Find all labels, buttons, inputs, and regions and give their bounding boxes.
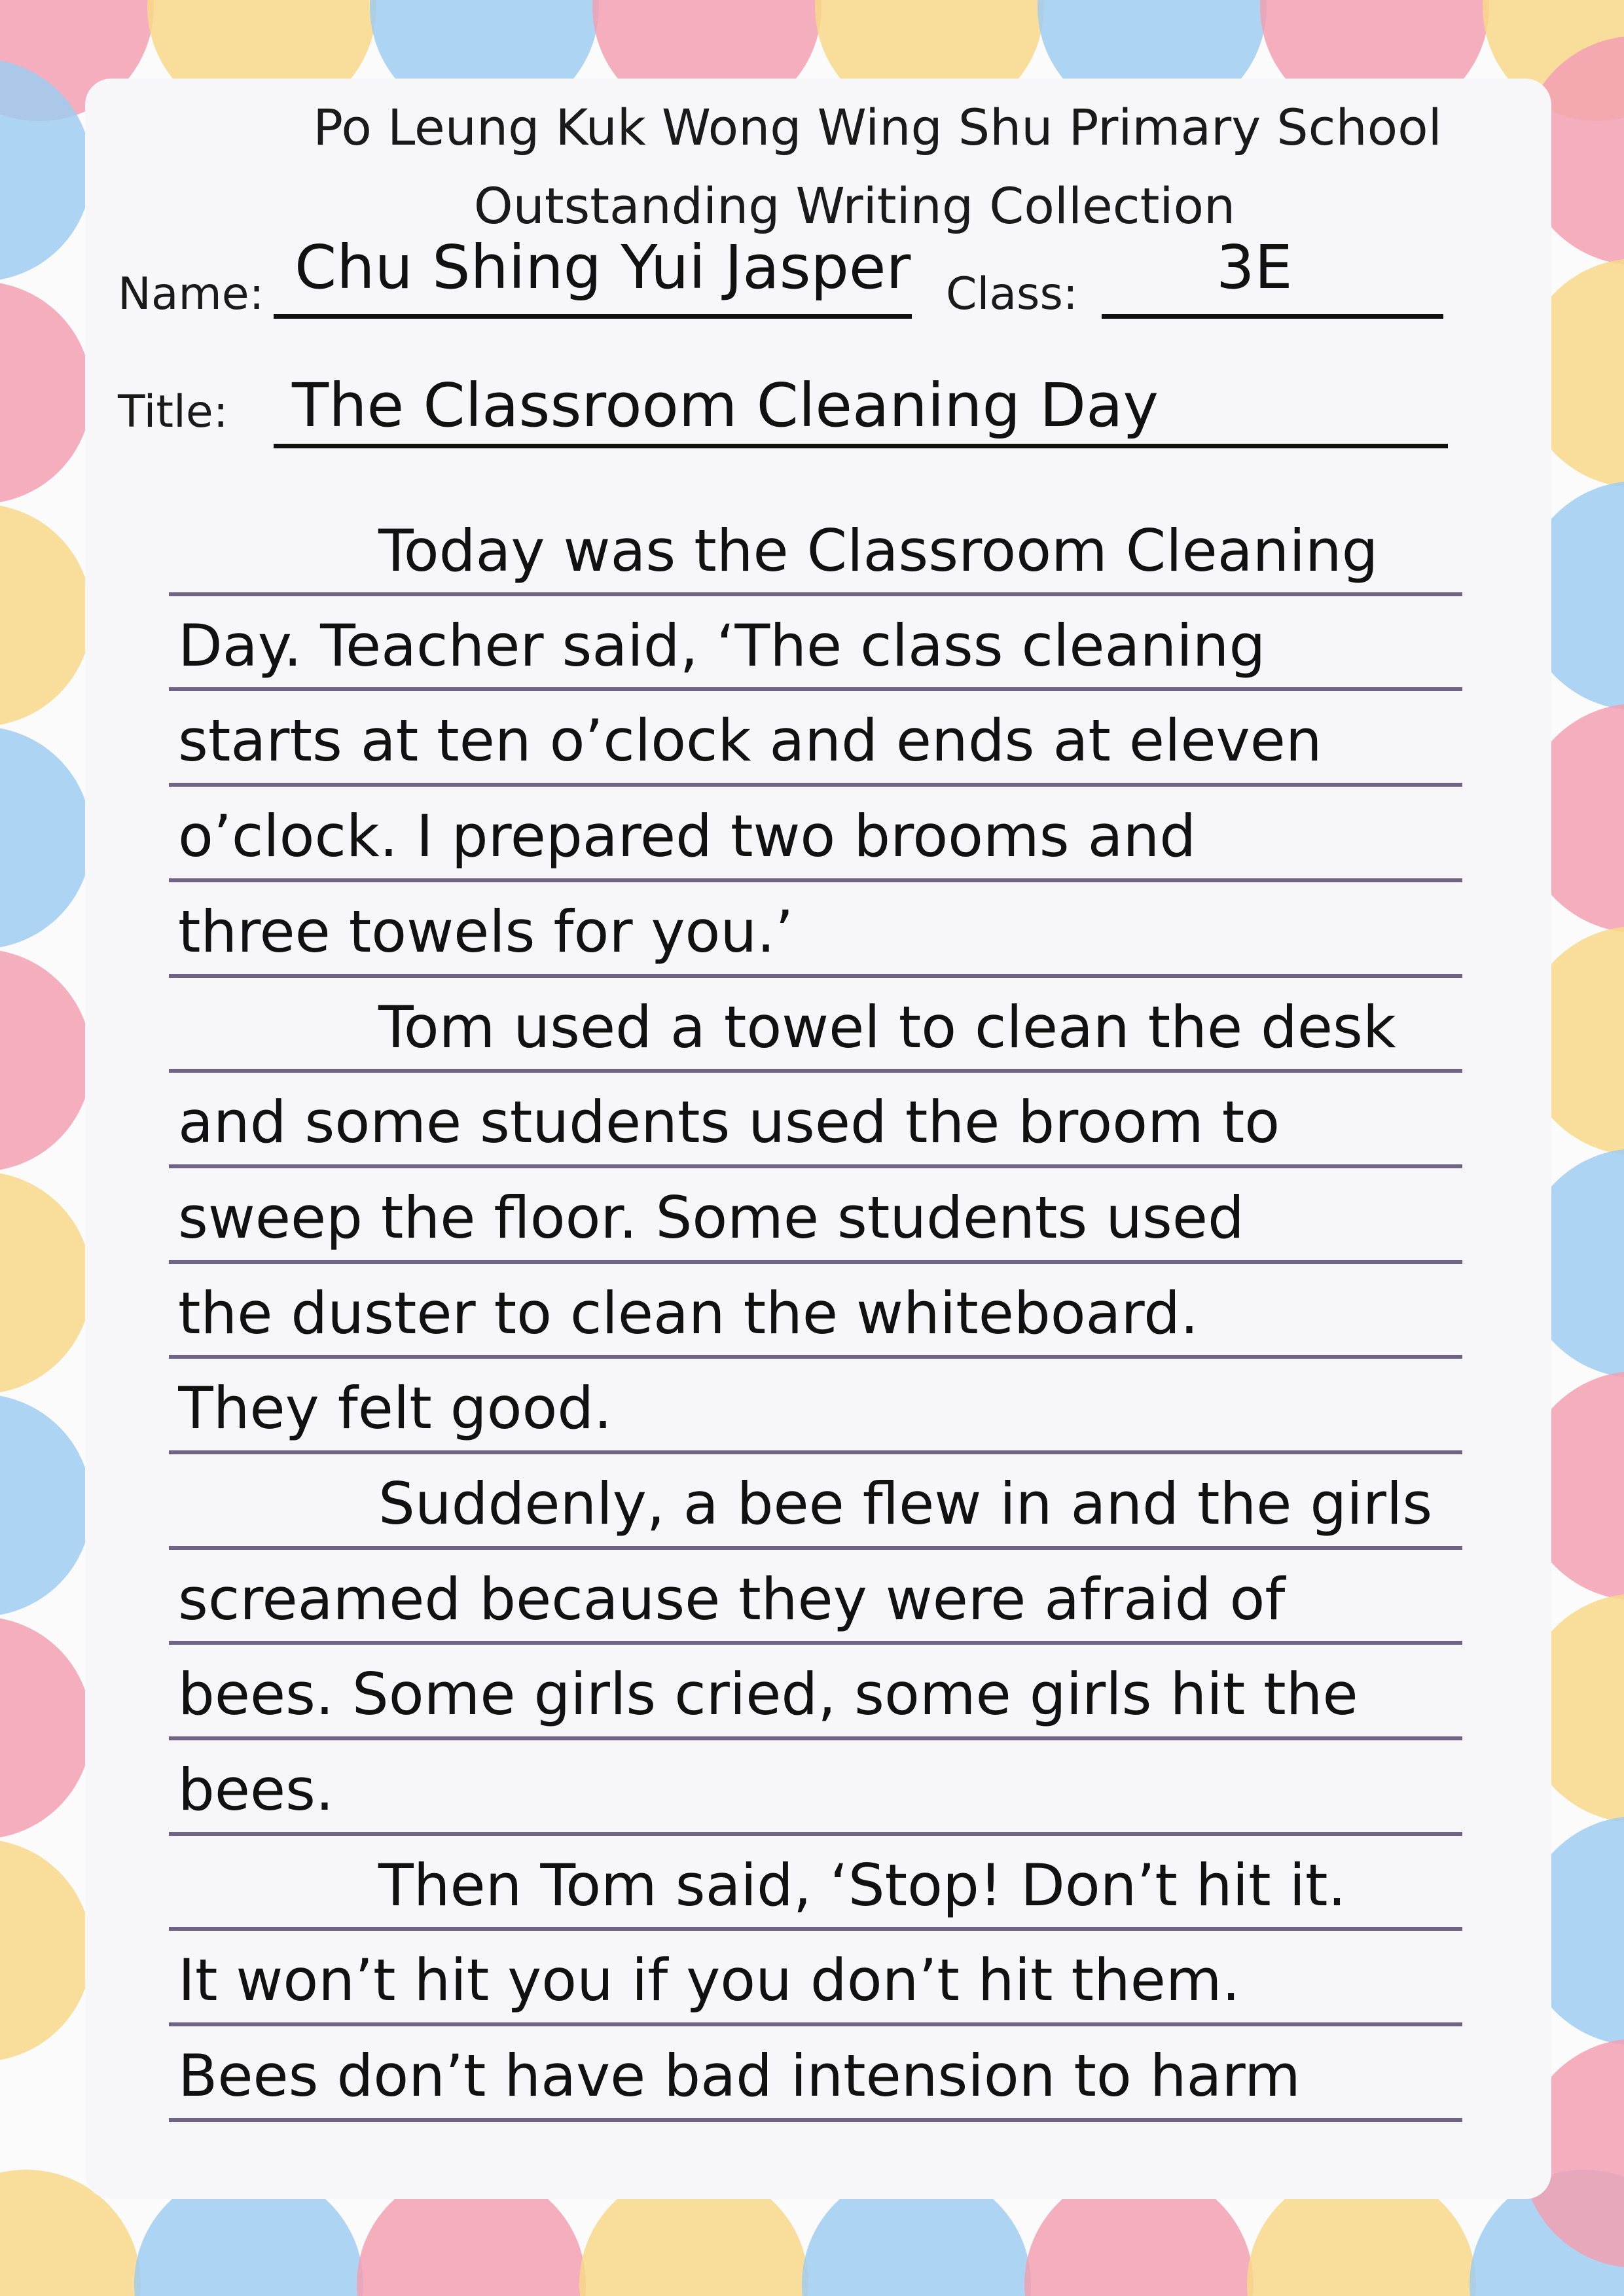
ruled-line [169, 1641, 1462, 1645]
ruled-line [169, 1546, 1462, 1550]
class-underline [1102, 314, 1443, 319]
composition-line: Day. Teacher said, ‘The class cleaning [178, 612, 1266, 679]
composition-line: three towels for you.’ [178, 898, 794, 965]
composition-line: the duster to clean the whiteboard. [178, 1280, 1199, 1347]
ruled-line [169, 1450, 1462, 1454]
ruled-line [169, 1355, 1462, 1359]
ruled-line [169, 1927, 1462, 1931]
ruled-line [169, 592, 1462, 596]
school-name: Po Leung Kuk Wong Wing Shu Primary School [313, 98, 1442, 156]
border-dot [0, 281, 92, 504]
title-value: The Classroom Cleaning Day [292, 370, 1159, 440]
composition-line: screamed because they were afraid of [178, 1566, 1286, 1633]
composition-line: bees. [178, 1756, 334, 1823]
title-label: Title: [118, 386, 228, 438]
class-label: Class: [946, 268, 1078, 320]
border-dot [0, 1617, 92, 1839]
composition-line: o’clock. I prepared two brooms and [178, 802, 1197, 870]
ruled-line [169, 1164, 1462, 1168]
ruled-line [169, 687, 1462, 691]
composition-line: and some students used the broom to [178, 1088, 1280, 1156]
composition-line: sweep the floor. Some students used [178, 1184, 1244, 1251]
composition-line: starts at ten o’clock and ends at eleven [178, 707, 1322, 774]
ruled-line [169, 1832, 1462, 1836]
ruled-line [169, 974, 1462, 978]
ruled-line [169, 783, 1462, 787]
border-dot [0, 1172, 92, 1394]
ruled-line [169, 2118, 1462, 2122]
class-value: 3E [1216, 232, 1293, 302]
border-dot [0, 1394, 92, 1617]
name-value: Chu Shing Yui Jasper [295, 232, 911, 302]
ruled-line [169, 1736, 1462, 1740]
ruled-line [169, 1260, 1462, 1264]
border-dot [0, 949, 92, 1172]
border-dot [0, 726, 92, 949]
collection-title: Outstanding Writing Collection [473, 177, 1236, 235]
composition-line: Tom used a towel to clean the desk [378, 994, 1396, 1061]
name-label: Name: [118, 268, 264, 320]
border-dot [0, 1839, 92, 2062]
ruled-line [169, 1069, 1462, 1073]
composition-line: They felt good. [178, 1374, 613, 1442]
composition-line: Then Tom said, ‘Stop! Don’t hit it. [378, 1852, 1346, 1919]
name-underline [274, 314, 912, 319]
ruled-line [169, 2022, 1462, 2026]
composition-line: Bees don’t have bad intension to harm [178, 2042, 1301, 2109]
border-dot [0, 504, 92, 726]
ruled-line [169, 878, 1462, 882]
composition-line: Today was the Classroom Cleaning [378, 517, 1379, 584]
title-underline [274, 444, 1448, 448]
composition-line: bees. Some girls cried, some girls hit the [178, 1660, 1358, 1728]
composition-line: Suddenly, a bee flew in and the girls [378, 1470, 1433, 1537]
composition-line: It won’t hit you if you don’t hit them. [178, 1946, 1240, 2014]
